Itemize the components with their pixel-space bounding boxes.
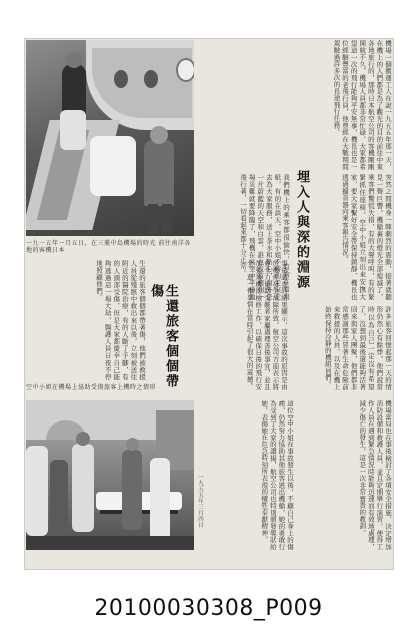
text-column-8: 機場當局也在事後檢討了各項安全措施，決定增加消防設備和救護人員，並且定期舉行演習，使得工作人員在遇到緊急情況時能夠迅速而有效地處理，減少傷亡的發生，這是一次非常寶貴的教訓。 <box>358 400 392 550</box>
photo-stretcher-rescue <box>26 400 194 550</box>
text-column-7: 這位空中小姐在事故發生以後，不顧自己身上的傷痛，仍然努力協助其他旅客逃出機艙，她的勇敢行為受到了大家的讚揚，航空公司也特別頒發獎狀給她，表揚她在危急時刻所表現的犧牲奉獻精神。 <box>260 400 294 550</box>
photo-airplane-stairs <box>26 40 194 236</box>
caption-bottom: 空中小姐在機場上協助受傷旅客上機時之情形 <box>26 384 157 391</box>
text-column-2: 我們機上的乘客都很愉快，有的在看報紙，有的在談天，空中小姐不時的走來走去為大家服務，送上茶水和點心，窗外是一片蔚藍的天空和白雲，誰也沒有想到一場災難就要降臨了，飛機在高空中平穩地飛行著，一切看起來都十分正常。 <box>239 174 290 300</box>
text-column-6: 許多旅客回憶起那一天的情形仍然心有餘悸，他們說當時以為自己一定沒有希望了，沒想到最後還能夠活著回來與家人團聚，他們都非常感謝那些冒著生命危險前來救援的人員，以及在機上始終保持冷靜的機組員們。 <box>323 306 392 390</box>
text-column-3: 突然之間機身一陣劇烈的震動，接著就聽見一聲巨響，機艙裏的燈光全部熄滅了，乘客們驚慌失措，有的大聲呼叫，有的緊緊抓住座椅，空中小姐立刻出來安撫大家，要大家繫好安全帶保持鎮靜，機長也透過擴音器向乘客報告情況。 <box>341 174 392 300</box>
caption-top: 一九一五年一月五日，在三菱中島機場的時光 前往南洋各地的客機日本 <box>26 240 191 254</box>
text-column-4: 生還的旅客個個都帶著傷，他們被救援人員從殘骸中救出來以後，立刻被送往附近的醫院治療，有的人斷了手腳，有的人頭部受傷，但是大家都慶幸自己能夠逃過這一場大劫，醫護人員日夜不停地照顧他們。 <box>95 260 146 380</box>
heading-second: 生還旅客個個帶傷 <box>148 284 178 389</box>
heading-first: 埋入人與深的淵源 <box>294 170 309 290</box>
text-column-5: 事後調查的結果顯示，這次事故的原因是由於機件發生故障所致，航空公司方面表示將會全力協助受難者家屬處理善後事宜，並且加強飛機的檢修工作，以確保日後的飛行安全，這一件事情在當時引起了很大的震撼。 <box>245 260 288 390</box>
magazine-page <box>22 34 394 570</box>
text-column-1: 機場一個搬運工人在說一九五五年那一天，在機上的人們都是為了觀光的目的前往中東各地旅行的，那時日本航空公司的客機剛剛開航不久，機場人員都非常忙碌，大家都希望這一次的飛行能夠平安無事，機長也是一位經驗豐富的老飛行員，他曾經在大戰期間駕駛過許多次的長途飛行任務。 <box>332 40 392 170</box>
date-stamp: 一九五五年三月四日 <box>197 474 203 528</box>
archive-id-label: 20100030308_P009 <box>94 596 323 621</box>
